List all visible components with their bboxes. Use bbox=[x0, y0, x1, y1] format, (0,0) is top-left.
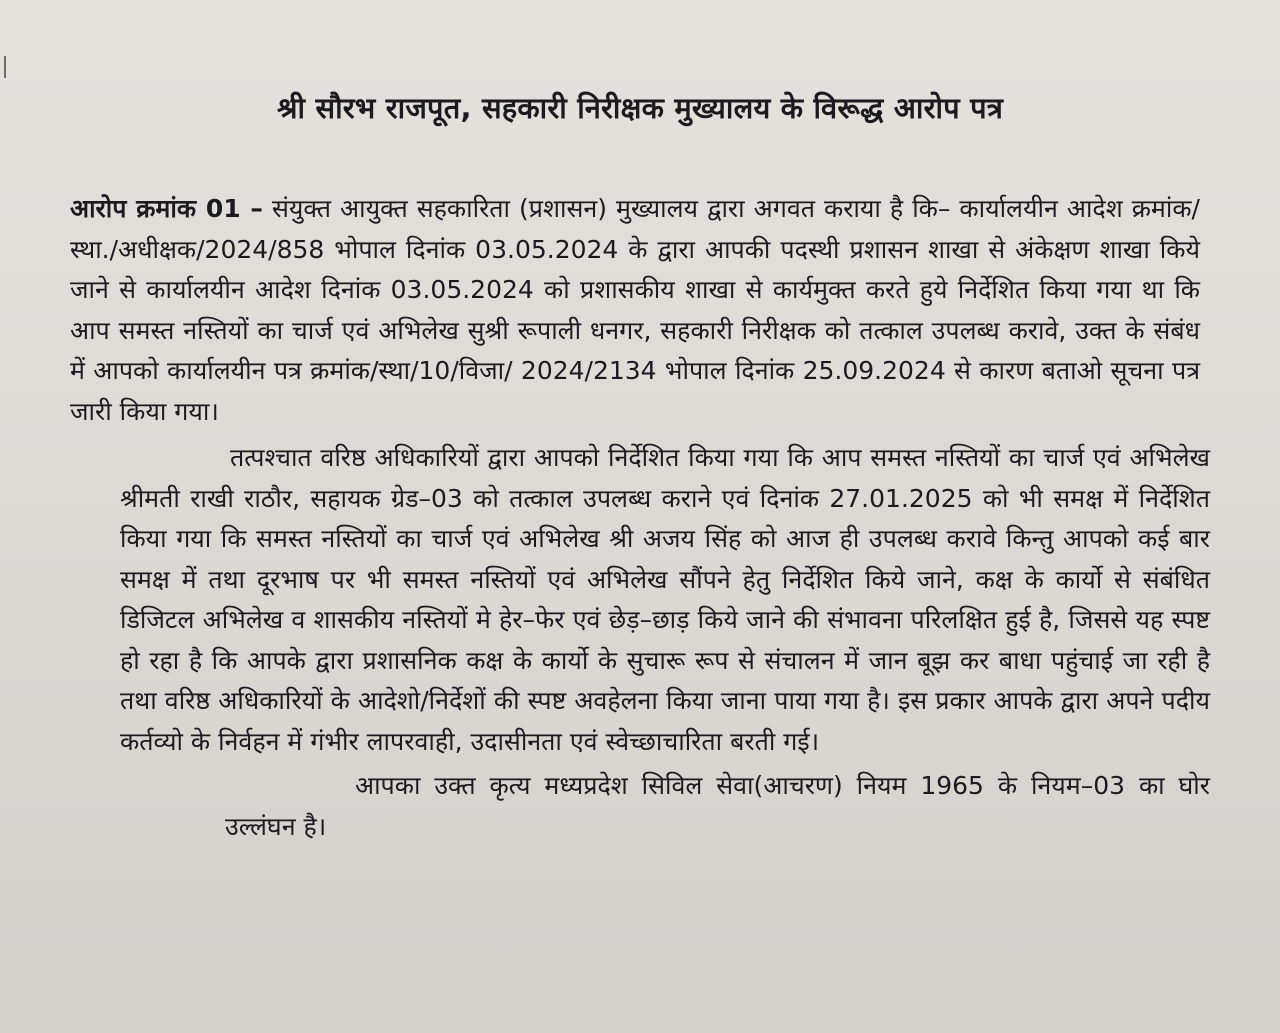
page-edge-mark bbox=[4, 56, 6, 78]
charge-number-label: आरोप क्रमांक 01 – bbox=[70, 194, 263, 223]
document-title: श्री सौरभ राजपूत, सहकारी निरीक्षक मुख्यालय के विरूद्ध आरोप पत्र bbox=[276, 91, 1004, 125]
charge-paragraph-2: तत्पश्चात वरिष्ठ अधिकारियों द्वारा आपको निर्देशित किया गया कि आप समस्त नस्तियों का चार्ज एवं अभिलेख श्रीमती राखी राठौर, सहायक ग्रेड–03 को तत्काल उपलब्ध कराने एवं दिनांक 27.01.2025 को भी समक्ष में निर्देशित किया गया कि समस्त नस्तियों का चार्ज एवं अभिलेख श्री अजय सिंह को आज ही उपलब्ध करावे किन्तु आपको कई बार समक्ष में तथा दूरभाष पर भी समस्त नस्तियों एवं अभिलेख सौंपने हेतु निर्देशित किये जाने, कक्ष के कार्यो से संबंधित डिजिटल अभिलेख व शासकीय नस्तियों मे हेर–फेर एवं छेड़–छाड़ किये जाने की संभावना परिलक्षित हुई है, जिससे यह स्पष्ट हो रहा है कि आपके द्वारा प्रशासनिक कक्ष के कार्यो के सुचारू रूप से संचालन में जान बूझ कर बाधा पहुंचाई जा रही है तथा वरिष्ठ अधिकारियों के आदेशो/निर्देशों की स्पष्ट अवहेलना किया जाना पाया गया है। इस प्रकार आपके द्वारा अपने पदीय कर्तव्यो के निर्वहन में गंभीर लापरवाही, उदासीनता एवं स्वेच्छाचारिता बरती गई। bbox=[120, 443, 1210, 756]
charge-paragraph-1-text: संयुक्त आयुक्त सहकारिता (प्रशासन) मुख्यालय द्वारा अगवत कराया है कि– कार्यालयीन आदेश क्रमांक/स्था./अधीक्षक/2024/858 भोपाल दिनांक 03.05.2024 के द्वारा आपकी पदस्थी प्रशासन शाखा से अंकेक्षण शाखा किये जाने से कार्यालयीन आदेश दिनांक 03.05.2024 को प्रशासकीय शाखा से कार्यमुक्त करते हुये निर्देशित किया गया था कि आप समस्त नस्तियों का चार्ज एवं अभिलेख सुश्री रूपाली धनगर, सहकारी निरीक्षक को तत्काल उपलब्ध करावे, उक्त के संबंध में आपको कार्यालयीन पत्र क्रमांक/स्था/10/विजा/ 2024/2134 भोपाल दिनांक 25.09.2024 से कारण बताओ सूचना पत्र जारी किया गया। bbox=[70, 194, 1200, 426]
charge-paragraph-3: आपका उक्त कृत्य मध्यप्रदेश सिविल सेवा(आचरण) नियम 1965 के नियम–03 का घोर उल्लंघन है। bbox=[225, 771, 1210, 841]
charge-paragraph-1 bbox=[70, 189, 1210, 432]
